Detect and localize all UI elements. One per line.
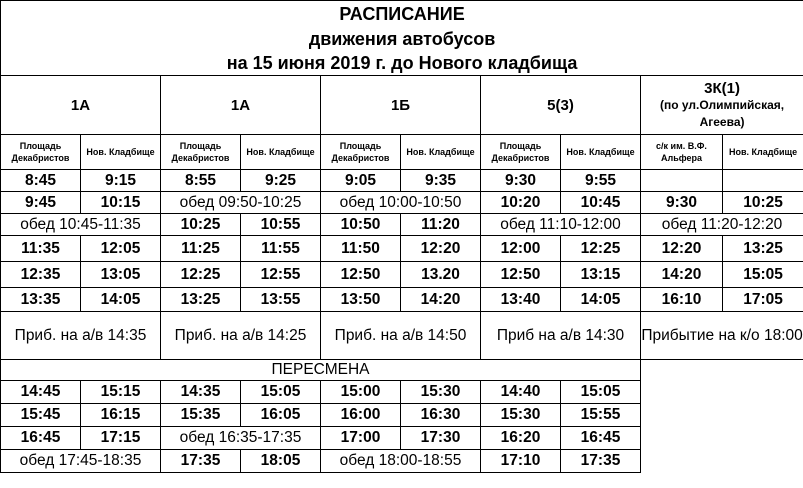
time-cell: 9:25 [241,170,321,192]
stop-kladbishche: Нов. Кладбище [723,135,803,170]
table-row [1,192,803,214]
time-cell: 12:50 [481,262,561,288]
stop-dekabristov: Площадь Декабристов [1,135,81,170]
time-cell: 14:20 [401,288,481,312]
time-cell: 12:50 [321,262,401,288]
time-cell: 16:15 [81,404,161,427]
arrival-cell: Прибытие на к/о 18:00 [641,312,803,360]
time-cell: 13:35 [1,288,81,312]
time-cell: 16:10 [641,288,723,312]
time-cell: 18:05 [241,450,321,473]
time-cell: 9:05 [321,170,401,192]
schedule-date-line: на 15 июня 2019 г. до Нового кладбища [1,51,803,76]
route-header-3k-1 [641,76,803,135]
schedule-subtitle: движения автобусов [1,28,803,51]
stop-kladbishche: Нов. Кладбище [241,135,321,170]
time-cell: 17:05 [723,288,803,312]
time-cell: 15:55 [561,404,641,427]
time-cell: 11:35 [1,236,81,262]
time-cell: 13:40 [481,288,561,312]
time-cell: 15:35 [161,404,241,427]
time-cell: 10:25 [161,214,241,236]
lunch-break-cell: обед 09:50-10:25 [161,192,321,214]
route-header-5-3: 5(3) [481,76,641,135]
time-cell: 15:05 [241,381,321,404]
stop-alfera: с/к им. В.Ф. Альфера [641,135,723,170]
time-cell: 14:35 [161,381,241,404]
time-cell: 13:25 [161,288,241,312]
lunch-break-cell: обед 11:10-12:00 [481,214,641,236]
time-cell: 17:00 [321,427,401,450]
time-cell: 9:35 [401,170,481,192]
time-cell: 10:45 [561,192,641,214]
lunch-break-cell: обед 17:45-18:35 [1,450,161,473]
time-cell: 16:45 [561,427,641,450]
route-3k-label: 3К(1) [704,79,740,97]
lunch-break-cell: обед 10:45-11:35 [1,214,161,236]
time-cell: 8:45 [1,170,81,192]
time-cell: 14:20 [641,262,723,288]
table-row [1,312,803,360]
time-cell: 8:55 [161,170,241,192]
lunch-break-cell: обед 18:00-18:55 [321,450,481,473]
time-cell: 17:10 [481,450,561,473]
time-cell: 9:30 [481,170,561,192]
time-cell: 15:30 [401,381,481,404]
route-3k-sublabel: (по ул.Олимпийская, Агеева) [659,97,785,129]
time-cell: 11:20 [401,214,481,236]
time-cell: 9:45 [1,192,81,214]
time-cell: 15:15 [81,381,161,404]
time-cell: 13:55 [241,288,321,312]
time-cell: 13.20 [401,262,481,288]
table-row [1,236,803,262]
time-cell: 14:05 [81,288,161,312]
time-cell: 11:50 [321,236,401,262]
time-cell: 15:00 [321,381,401,404]
empty-cell [641,170,723,192]
time-cell: 10:20 [481,192,561,214]
time-cell: 17:30 [401,427,481,450]
time-cell: 13:15 [561,262,641,288]
lunch-break-cell: обед 10:00-10:50 [321,192,481,214]
time-cell: 11:25 [161,236,241,262]
route-header-1a-second: 1А [161,76,321,135]
time-cell: 14:45 [1,381,81,404]
time-cell: 12:55 [241,262,321,288]
time-cell: 12:25 [161,262,241,288]
table-row [1,214,803,236]
lunch-break-cell: обед 11:20-12:20 [641,214,803,236]
time-cell: 16:20 [481,427,561,450]
empty-cell [723,170,803,192]
stop-kladbishche: Нов. Кладбище [401,135,481,170]
empty-cell [641,360,803,473]
time-cell: 16:00 [321,404,401,427]
time-cell: 12:25 [561,236,641,262]
time-cell: 17:15 [81,427,161,450]
time-cell: 12:20 [401,236,481,262]
table-row [1,262,803,288]
arrival-cell: Приб. на а/в 14:35 [1,312,161,360]
table-row [1,170,803,192]
time-cell: 16:05 [241,404,321,427]
time-cell: 15:05 [723,262,803,288]
time-cell: 12:05 [81,236,161,262]
time-cell: 9:15 [81,170,161,192]
lunch-break-cell: обед 16:35-17:35 [161,427,321,450]
schedule-title: РАСПИСАНИЕ [1,1,803,29]
time-cell: 13:50 [321,288,401,312]
time-cell: 17:35 [161,450,241,473]
table-row [1,288,803,312]
time-cell: 12:20 [641,236,723,262]
time-cell: 11:55 [241,236,321,262]
time-cell: 10:55 [241,214,321,236]
time-cell: 10:50 [321,214,401,236]
stop-kladbishche: Нов. Кладбище [81,135,161,170]
stop-kladbishche: Нов. Кладбище [561,135,641,170]
time-cell: 15:05 [561,381,641,404]
time-cell: 12:35 [1,262,81,288]
arrival-cell: Приб на а/в 14:30 [481,312,641,360]
time-cell: 16:45 [1,427,81,450]
shift-change-label: ПЕРЕСМЕНА [1,360,641,381]
arrival-cell: Приб. на а/в 14:50 [321,312,481,360]
route-header-1a: 1А [1,76,161,135]
time-cell: 14:05 [561,288,641,312]
time-cell: 10:25 [723,192,803,214]
time-cell: 15:45 [1,404,81,427]
time-cell: 13:25 [723,236,803,262]
stop-dekabristov: Площадь Декабристов [481,135,561,170]
time-cell: 16:30 [401,404,481,427]
time-cell: 9:30 [641,192,723,214]
time-cell: 9:55 [561,170,641,192]
stop-dekabristov: Площадь Декабристов [321,135,401,170]
time-cell: 12:00 [481,236,561,262]
time-cell: 15:30 [481,404,561,427]
route-header-1b: 1Б [321,76,481,135]
stop-dekabristov: Площадь Декабристов [161,135,241,170]
time-cell: 13:05 [81,262,161,288]
arrival-cell: Приб. на а/в 14:25 [161,312,321,360]
time-cell: 14:40 [481,381,561,404]
time-cell: 17:35 [561,450,641,473]
time-cell: 10:15 [81,192,161,214]
table-row [1,360,803,381]
